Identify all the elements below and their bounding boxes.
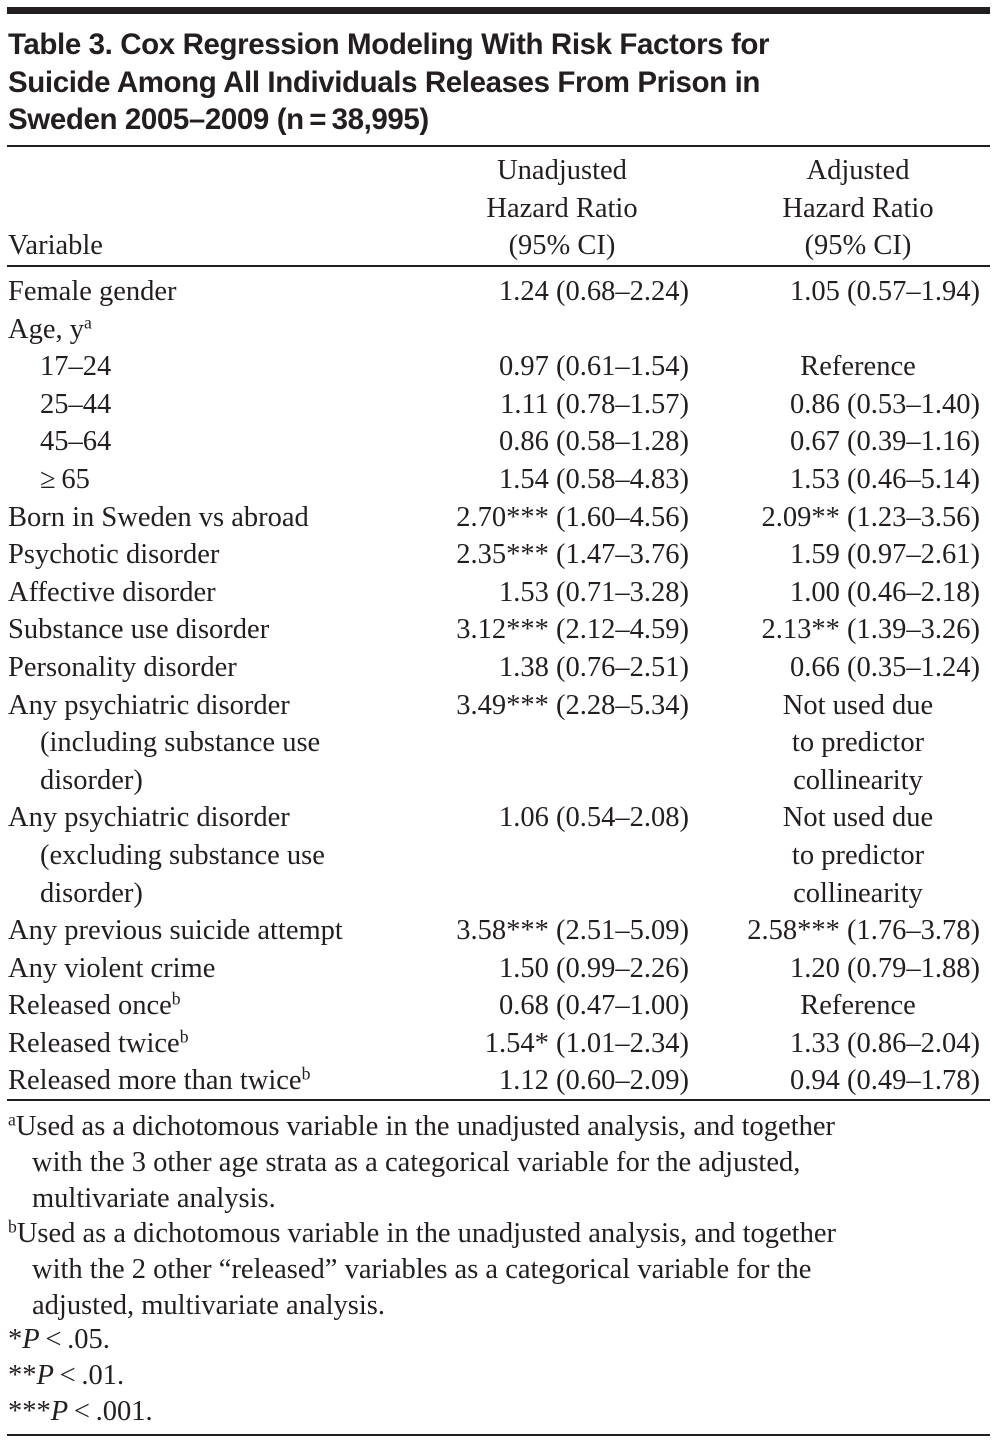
variable-cell <box>8 273 177 311</box>
sig-p: P <box>36 1359 54 1391</box>
unadjusted-hr-cell: 0.68 (0.47–1.00) <box>499 990 689 1022</box>
table-row <box>0 574 999 612</box>
table-row-continuation <box>0 875 999 913</box>
top-rule <box>7 7 990 14</box>
adjusted-hr-cell: 0.86 (0.53–1.40) <box>790 388 980 420</box>
variable-label: disorder) <box>40 877 143 909</box>
table-row-continuation <box>0 837 999 875</box>
table-row-continuation <box>0 724 999 762</box>
unadjusted-hr-cell: 3.12*** (2.12–4.59) <box>456 614 689 646</box>
variable-label: 17–24 <box>40 351 112 383</box>
variable-label: Personality disorder <box>8 651 237 683</box>
unadjusted-hr-cell: 1.11 (0.78–1.57) <box>500 388 689 420</box>
sig-p: P <box>22 1324 40 1355</box>
footnote-significance <box>8 1322 983 1429</box>
title-line: Table 3. Cox Regression Modeling With Risk Factors for <box>8 28 770 61</box>
variable-cell <box>40 386 111 424</box>
variable-cell <box>8 799 290 837</box>
variable-cell <box>8 912 343 950</box>
variable-label: Released twice <box>8 1027 180 1059</box>
unadjusted-hr-cell: 1.50 (0.99–2.26) <box>499 952 689 984</box>
table-row <box>0 912 999 950</box>
variable-label: Any psychiatric disorder <box>8 802 290 834</box>
header-line: Adjusted <box>806 155 910 186</box>
footnote-a <box>8 1109 983 1216</box>
sig-threshold: < .05. <box>39 1324 110 1355</box>
unadjusted-hr-cell: 3.58*** (2.51–5.09) <box>456 915 689 947</box>
table-row <box>0 950 999 988</box>
table-row <box>0 611 999 649</box>
unadjusted-hr-cell: 1.38 (0.76–2.51) <box>499 651 689 683</box>
unadjusted-hr-cell: 1.12 (0.60–2.09) <box>499 1065 689 1097</box>
variable-cell <box>40 461 90 499</box>
unadjusted-hr-cell: 1.24 (0.68–2.24) <box>499 276 689 307</box>
table-row <box>0 536 999 574</box>
footnote-text: with the 2 other “released” variables as a categorical variable for the <box>32 1253 812 1285</box>
variable-label: Released once <box>8 990 172 1022</box>
header-line: Hazard Ratio <box>782 192 934 224</box>
variable-label: Any violent crime <box>8 952 216 984</box>
adjusted-hr-cell: 2.09** (1.23–3.56) <box>761 501 980 533</box>
adjusted-hr-cell: 1.20 (0.79–1.88) <box>790 952 980 984</box>
header-line: Hazard Ratio <box>486 192 638 224</box>
table-row <box>0 273 999 311</box>
adjusted-hr-cell: 1.59 (0.97–2.61) <box>790 539 980 571</box>
table-row <box>0 799 999 837</box>
adjusted-hr-cell: 1.33 (0.86–2.04) <box>790 1027 980 1059</box>
unadjusted-hr-cell: 0.86 (0.58–1.28) <box>499 426 689 458</box>
footnote-mark: b <box>8 1216 17 1237</box>
table-row <box>0 461 999 499</box>
variable-label: (including substance use <box>40 727 321 759</box>
adjusted-hr-cell: Reference <box>800 990 916 1022</box>
unadjusted-hr-cell: 3.49*** (2.28–5.34) <box>456 689 689 721</box>
variable-cell <box>8 536 219 574</box>
title-line: Sweden 2005–2009 (n = 38,995) <box>8 103 429 136</box>
unadjusted-hr-cell: 1.54* (1.01–2.34) <box>484 1027 689 1059</box>
header-adjusted <box>720 152 996 265</box>
table-row <box>0 423 999 461</box>
bottom-rule <box>7 1434 990 1436</box>
sig-threshold: < .01. <box>53 1359 125 1391</box>
unadjusted-hr-cell: 1.54 (0.58–4.83) <box>499 463 689 495</box>
variable-label: Substance use disorder <box>8 614 270 646</box>
adjusted-hr-cell: Not used due <box>782 802 934 834</box>
adjusted-hr-cell: collinearity <box>793 764 923 796</box>
unadjusted-hr-cell: 2.35*** (1.47–3.76) <box>456 539 689 571</box>
variable-cell <box>40 348 111 386</box>
variable-label: disorder) <box>40 764 143 796</box>
footnote-text: Used as a dichotomous variable in the unadjusted analysis, and together <box>16 1218 836 1249</box>
table-row <box>0 649 999 687</box>
header-line: Unadjusted <box>497 155 627 186</box>
table-body <box>0 273 999 1100</box>
header-unadjusted <box>420 152 704 265</box>
table-row <box>0 687 999 725</box>
footnote-text: Used as a dichotomous variable in the unadjusted analysis, and together <box>15 1111 836 1142</box>
variable-label: Born in Sweden vs abroad <box>8 501 309 533</box>
variable-cell <box>40 724 320 762</box>
variable-cell <box>8 311 92 349</box>
variable-cell <box>40 423 111 461</box>
footnote-ref: a <box>83 311 92 332</box>
footnote-ref: b <box>301 1063 311 1084</box>
header-top-rule <box>7 145 990 147</box>
unadjusted-hr-cell: 1.06 (0.54–2.08) <box>499 802 689 834</box>
variable-label: (excluding substance use <box>40 839 325 871</box>
variable-label: Age, y <box>8 313 84 345</box>
body-bottom-rule <box>7 1099 990 1101</box>
table-row <box>0 348 999 386</box>
variable-label: Psychotic disorder <box>8 539 220 571</box>
variable-cell <box>8 987 181 1025</box>
adjusted-hr-cell: Not used due <box>782 689 934 721</box>
footnote-text: multivariate analysis. <box>32 1182 276 1214</box>
variable-cell <box>8 574 216 612</box>
table-row-continuation <box>0 762 999 800</box>
variable-label: 25–44 <box>40 388 112 420</box>
footnote-ref: b <box>179 1026 189 1047</box>
sig-stars: *** <box>8 1395 51 1427</box>
sig-p: P <box>50 1395 69 1427</box>
variable-label: ≥ 65 <box>40 463 90 495</box>
variable-cell <box>8 649 237 687</box>
variable-cell <box>8 611 269 649</box>
table-title <box>8 26 988 139</box>
variable-cell <box>8 1025 189 1063</box>
footnote-text: adjusted, multivariate analysis. <box>32 1289 385 1321</box>
variable-label: Any previous suicide attempt <box>8 915 343 947</box>
adjusted-hr-cell: Reference <box>800 351 916 383</box>
variable-cell <box>8 687 290 725</box>
footnote-b <box>8 1216 983 1323</box>
adjusted-hr-cell: 0.94 (0.49–1.78) <box>790 1065 980 1097</box>
adjusted-hr-cell: 0.67 (0.39–1.16) <box>790 426 980 458</box>
table-row <box>0 499 999 537</box>
variable-cell <box>40 762 143 800</box>
table-row <box>0 1025 999 1063</box>
footnote-text: with the 3 other age strata as a categorical variable for the adjusted, <box>32 1146 801 1178</box>
variable-label: Released more than twice <box>8 1065 302 1097</box>
adjusted-hr-cell: 0.66 (0.35–1.24) <box>790 651 980 683</box>
unadjusted-hr-cell: 2.70*** (1.60–4.56) <box>456 501 689 533</box>
unadjusted-hr-cell: 0.97 (0.61–1.54) <box>499 351 689 383</box>
variable-label: Affective disorder <box>8 576 216 608</box>
adjusted-hr-cell: to predictor <box>791 839 925 871</box>
sig-stars: ** <box>8 1359 37 1391</box>
table-row <box>0 386 999 424</box>
table-row <box>0 311 999 349</box>
variable-label: Female gender <box>8 276 177 307</box>
adjusted-hr-cell: collinearity <box>793 877 923 909</box>
header-bottom-rule <box>7 265 990 267</box>
variable-cell <box>8 950 215 988</box>
adjusted-hr-cell: 1.53 (0.46–5.14) <box>790 463 980 495</box>
variable-label: Any psychiatric disorder <box>8 689 290 721</box>
sig-threshold: < .001. <box>68 1395 153 1427</box>
adjusted-hr-cell: 2.13** (1.39–3.26) <box>761 614 980 646</box>
header-variable: Variable <box>8 230 103 261</box>
variable-cell <box>8 499 309 537</box>
title-line: Suicide Among All Individuals Releases From Prison in <box>8 65 760 99</box>
variable-cell <box>40 875 143 913</box>
table-row <box>0 1062 999 1100</box>
variable-cell <box>40 837 325 875</box>
unadjusted-hr-cell: 1.53 (0.71–3.28) <box>499 576 689 608</box>
header-line: (95% CI) <box>508 230 616 261</box>
table-row <box>0 987 999 1025</box>
adjusted-hr-cell: 1.05 (0.57–1.94) <box>790 276 980 307</box>
adjusted-hr-cell: 1.00 (0.46–2.18) <box>790 576 980 608</box>
sig-stars: * <box>8 1324 23 1355</box>
footnote-ref: b <box>171 988 181 1009</box>
header-line: (95% CI) <box>804 230 912 261</box>
variable-label: 45–64 <box>40 426 112 458</box>
adjusted-hr-cell: to predictor <box>791 727 925 759</box>
adjusted-hr-cell: 2.58*** (1.76–3.78) <box>747 915 980 947</box>
footnote-mark: a <box>8 1109 16 1130</box>
variable-cell <box>8 1062 310 1100</box>
